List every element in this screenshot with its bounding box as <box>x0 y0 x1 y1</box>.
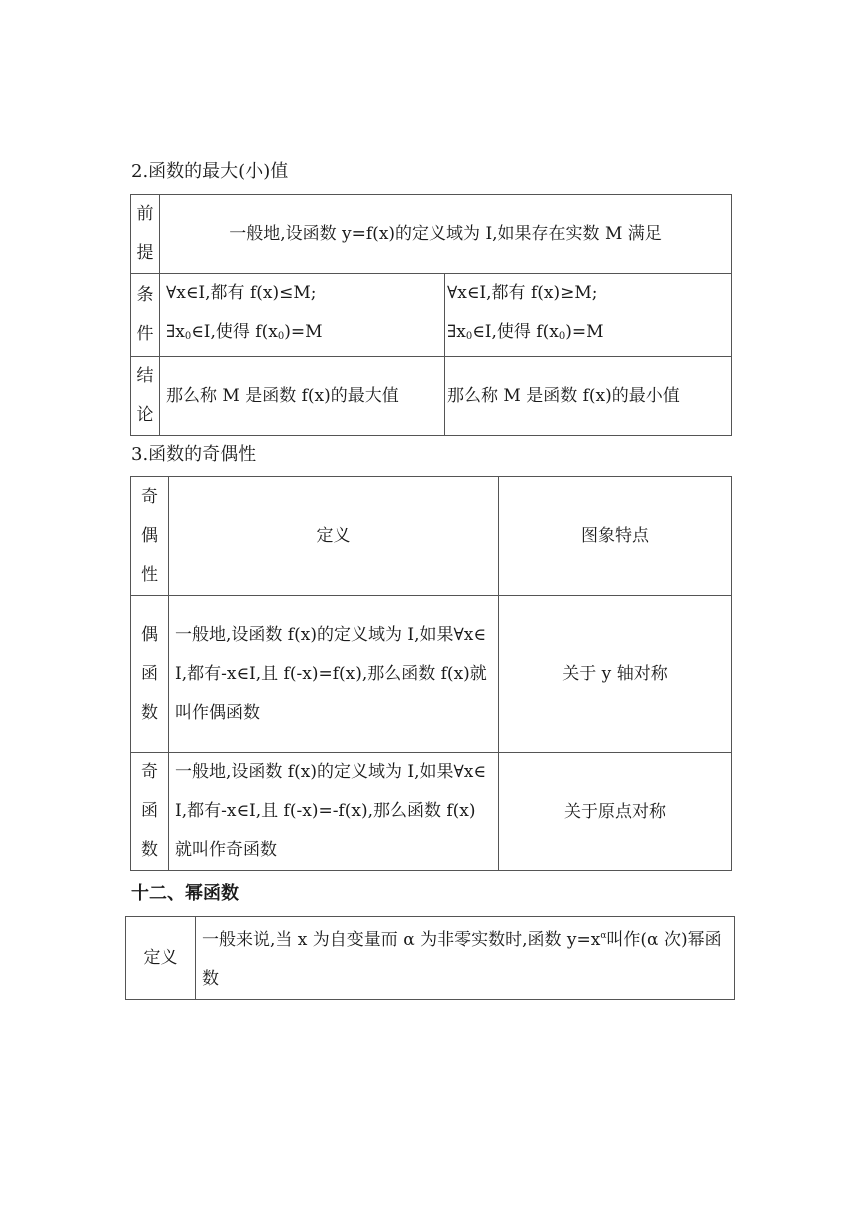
condition-min-cell <box>445 274 732 357</box>
even-function-graph: 关于 y 轴对称 <box>499 596 732 753</box>
section-2-heading: 2.函数的最大(小)值 <box>131 161 289 182</box>
condition-min-line2: $\exists x_0\in I$,使得 $f(x_0)=M$ <box>447 322 604 342</box>
condition-max-cell <box>160 274 445 357</box>
condition-label: 条件 <box>131 274 160 357</box>
section-3-heading: 3.函数的奇偶性 <box>131 444 257 465</box>
odd-function-graph: 关于原点对称 <box>499 753 732 871</box>
parity-table <box>130 476 732 871</box>
condition-max-line2: $\exists x_0\in I$,使得 $f(x_0)=M$ <box>166 322 323 342</box>
max-min-table <box>130 194 732 436</box>
premise-text: 一般地,设函数 y=f(x)的定义域为 I,如果存在实数 M 满足 <box>160 195 732 274</box>
definition-text: 一般来说,当 x 为自变量而 α 为非零实数时,函数 $y=x^\alpha$叫作(α 次)幂函数 <box>196 917 735 1000</box>
even-function-label: 偶函数 <box>131 596 169 753</box>
conclusion-label: 结论 <box>131 357 160 436</box>
condition-max-line1: ∀x∈I,都有 f(x)≤M; <box>166 283 317 303</box>
odd-function-label: 奇函数 <box>131 753 169 871</box>
conclusion-min: 那么称 M 是函数 f(x)的最小值 <box>445 357 732 436</box>
even-function-definition: 一般地,设函数 f(x)的定义域为 I,如果∀x∈I,都有-x∈I,且 f(-x)=f(x),那么函数 f(x)就叫作偶函数 <box>169 596 499 753</box>
header-graph: 图象特点 <box>499 477 732 596</box>
premise-label: 前提 <box>131 195 160 274</box>
odd-function-definition: 一般地,设函数 f(x)的定义域为 I,如果∀x∈I,都有-x∈I,且 f(-x)=-f(x),那么函数 f(x)就叫作奇函数 <box>169 753 499 871</box>
condition-min-line1: ∀x∈I,都有 f(x)≥M; <box>447 283 598 303</box>
power-function-table <box>125 916 735 1000</box>
header-parity: 奇偶性 <box>131 477 169 596</box>
conclusion-max: 那么称 M 是函数 f(x)的最大值 <box>160 357 445 436</box>
section-12-heading: 十二、幂函数 <box>131 883 239 904</box>
definition-label: 定义 <box>126 917 196 1000</box>
header-definition: 定义 <box>169 477 499 596</box>
